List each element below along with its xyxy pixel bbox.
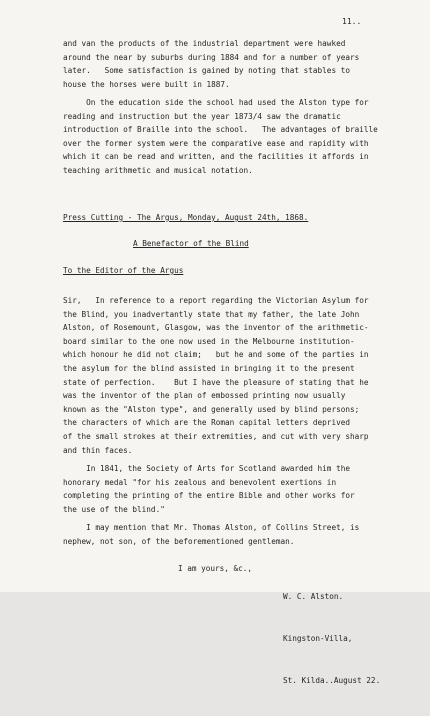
text-line: later. Some satisfaction is gained by noting that stables to: [63, 66, 350, 76]
text-line: state of perfection. But I have the pleasure of stating that he: [63, 377, 369, 387]
text-line: In 1841, the Society of Arts for Scotland awarded him the: [63, 464, 350, 473]
press-cutting-title: Press Cutting - The Argus, Monday, August 24th, 1868.: [63, 213, 309, 222]
letter-paragraph-1: [63, 294, 378, 457]
text-line: Sir, In reference to a report regarding the Victorian Asylum for: [63, 296, 369, 305]
salutation-heading: [63, 264, 378, 278]
text-line: was the inventor of the plan of embossed printing now usually: [63, 391, 346, 401]
text-line: of the small strokes at their extremities, and cut with very sharp: [63, 431, 369, 441]
text-line: teaching arithmetic and musical notation.: [63, 165, 253, 175]
letter-paragraph-3: [63, 521, 378, 548]
signature-block: [283, 562, 380, 716]
article-heading: [133, 237, 430, 251]
page-number: 11..: [342, 17, 362, 26]
text-line: which honour he did not claim; but he and some of the parties in: [63, 350, 369, 360]
closing: I am yours, &c.,: [178, 564, 253, 573]
text-line: which it can be read and written, and the facilities it affords in: [63, 152, 369, 162]
press-cutting-heading: [63, 211, 378, 225]
paragraph-industrial: [63, 37, 378, 91]
signature-address: Kingston-Villa,: [283, 634, 353, 643]
text-line: house the horses were built in 1887.: [63, 79, 230, 89]
letter-paragraph-2: [63, 462, 378, 516]
text-line: On the education side the school had used the Alston type for: [63, 98, 369, 107]
text-line: and van the products of the industrial department were hawked: [63, 39, 346, 48]
text-line: introduction of Braille into the school. The advantages of braille: [63, 125, 378, 135]
text-line: around the near by suburbs during 1884 and for a number of years: [63, 52, 360, 62]
text-line: honorary medal "for his zealous and benevolent exertions in: [63, 477, 337, 487]
text-line: the characters of which are the Roman capital letters deprived: [63, 418, 350, 428]
signature-place-date: St. Kilda..August 22.: [283, 676, 381, 685]
text-line: board similar to the one now used in the Melbourne institution-: [63, 336, 355, 346]
text-line: the asylum for the blind assisted in bringing it to the present: [63, 363, 355, 373]
text-line: the use of the blind.": [63, 504, 165, 514]
salutation: To the Editor of the Argus: [63, 266, 184, 275]
text-line: completing the printing of the entire Bible and other works for: [63, 491, 355, 501]
text-line: Alston, of Rosemount, Glasgow, was the inventor of the arithmetic-: [63, 323, 369, 333]
text-line: I may mention that Mr. Thomas Alston, of Collins Street, is: [63, 523, 360, 532]
text-line: and thin faces.: [63, 445, 133, 455]
paragraph-education: [63, 96, 378, 178]
text-line: reading and instruction but the year 1873/4 saw the dramatic: [63, 111, 341, 121]
signature-name: W. C. Alston.: [283, 592, 344, 601]
text-line: the Blind, you inadvertantly state that my father, the late John: [63, 309, 360, 319]
text-line: known as the "Alston type", and generally used by blind persons;: [63, 404, 360, 414]
text-line: nephew, not son, of the beforementioned gentleman.: [63, 536, 295, 546]
article-title: A Benefactor of the Blind: [133, 239, 249, 248]
text-line: over the former system were the comparative ease and rapidity with: [63, 138, 369, 148]
